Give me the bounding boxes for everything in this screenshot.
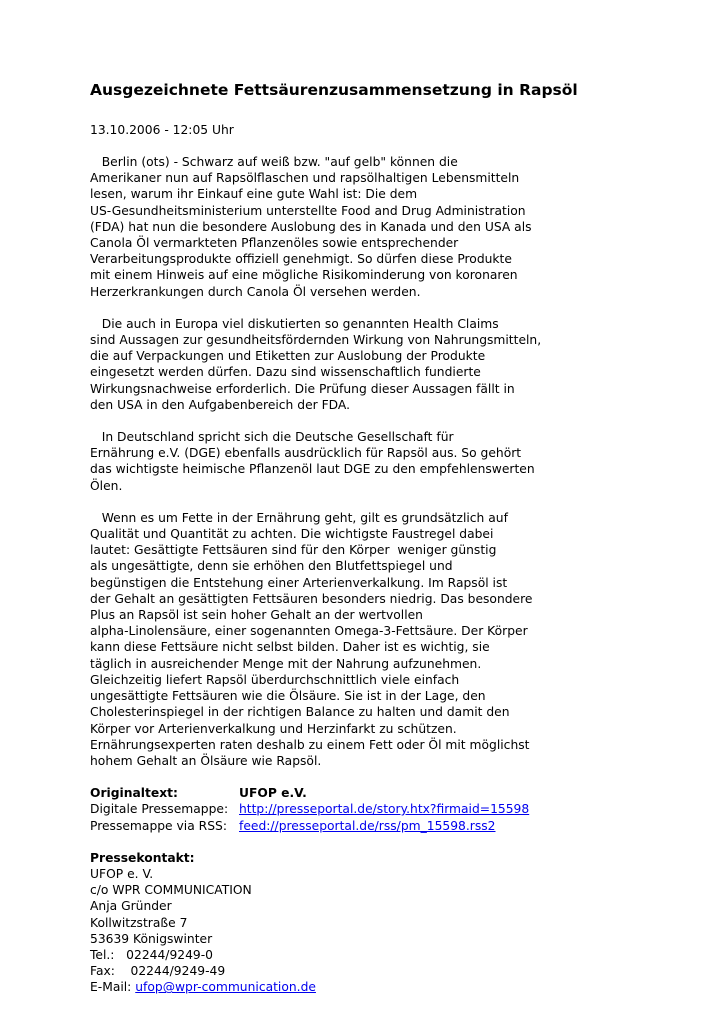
text-line: Amerikaner nun auf Rapsölflaschen und rapsölhaltigen Lebensmitteln (90, 171, 520, 186)
text-line: Canola Öl vermarkteten Pflanzenöles sowie entsprechender (90, 236, 459, 251)
original-text-value: UFOP e.V. (239, 786, 307, 801)
text-line: den USA in den Aufgabenbereich der FDA. (90, 397, 351, 412)
text-line: Herzerkrankungen durch Canola Öl versehen werden. (90, 284, 421, 299)
text-line: mit einem Hinweis auf eine mögliche Risikominderung von koronaren (90, 268, 518, 283)
publish-date: 13.10.2006 - 12:05 Uhr (90, 123, 234, 137)
source-info (90, 785, 650, 834)
digital-press-kit-link[interactable]: http://presseportal.de/story.htx?firmaid=15598 (239, 802, 530, 817)
contact-line: Kollwitzstraße 7 (90, 915, 188, 930)
contact-line: Anja Gründer (90, 899, 172, 914)
digital-press-kit-row (90, 801, 650, 817)
text-line: Qualität und Quantität zu achten. Die wichtigste Faustregel dabei (90, 527, 494, 542)
text-line: der Gehalt an gesättigten Fettsäuren besonders niedrig. Das besondere (90, 591, 533, 606)
press-contact-heading: Pressekontakt: (90, 850, 195, 865)
rss-press-kit-label: Pressemappe via RSS: (90, 818, 227, 833)
press-release (90, 80, 650, 996)
contact-line: Tel.: 02244/9249-0 (90, 947, 213, 962)
text-line: US-Gesundheitsministerium unterstellte Food and Drug Administration (90, 203, 526, 218)
contact-line: 53639 Königswinter (90, 931, 213, 946)
text-line: ungesättigte Fettsäuren wie die Ölsäure. Sie ist in der Lage, den (90, 689, 486, 704)
text-line: das wichtigste heimische Pflanzenöl laut DGE zu den empfehlenswerten (90, 462, 535, 477)
original-text-row (90, 785, 650, 801)
text-line: Cholesterinspiegel in der richtigen Balance zu halten und damit den (90, 705, 510, 720)
email-label: E-Mail: (90, 980, 136, 995)
text-line: Berlin (ots) - Schwarz auf weiß bzw. "auf gelb" können die (90, 155, 458, 169)
text-line: eingesetzt werden dürfen. Dazu sind wissenschaftlich fundierte (90, 365, 481, 380)
text-line: Ölen. (90, 478, 123, 493)
text-line: Wirkungsnachweise erforderlich. Die Prüfung dieser Aussagen fällt in (90, 381, 515, 396)
text-line: alpha-Linolensäure, einer sogenannten Omega-3-Fettsäure. Der Körper (90, 624, 528, 639)
digital-press-kit-label: Digitale Pressemappe: (90, 802, 229, 817)
text-line: In Deutschland spricht sich die Deutsche Gesellschaft für (90, 430, 454, 445)
text-line: Plus an Rapsöl ist sein hoher Gehalt an der wertvollen (90, 608, 423, 623)
text-line: (FDA) hat nun die besondere Auslobung des in Kanada und den USA als (90, 219, 532, 234)
paragraph-2 (90, 316, 650, 413)
text-line: lesen, warum ihr Einkauf eine gute Wahl ist: Die dem (90, 187, 418, 202)
text-line: Wenn es um Fette in der Ernährung geht, gilt es grundsätzlich auf (90, 510, 508, 525)
contact-line: UFOP e. V. (90, 866, 154, 881)
text-line: täglich in ausreichender Menge mit der Nahrung aufzunehmen. (90, 656, 482, 671)
paragraph-1 (90, 154, 650, 300)
text-line: Körper vor Arterienverkalkung und Herzinfarkt zu schützen. (90, 721, 457, 736)
text-line: als ungesättigte, denn sie erhöhen den Blutfettspiegel und (90, 559, 453, 574)
text-line: Ernährungsexperten raten deshalb zu einem Fett oder Öl mit möglichst (90, 737, 530, 752)
contact-line: Fax: 02244/9249-49 (90, 964, 226, 979)
text-line: die auf Verpackungen und Etiketten zur Auslobung der Produkte (90, 349, 486, 364)
email-row (90, 979, 650, 995)
text-line: Ernährung e.V. (DGE) ebenfalls ausdrücklich für Rapsöl aus. So gehört (90, 446, 522, 461)
article-title: Ausgezeichnete Fettsäurenzusammensetzung in Rapsöl (90, 81, 578, 99)
text-line: lautet: Gesättigte Fettsäuren sind für den Körper weniger günstig (90, 543, 497, 558)
text-line: sind Aussagen zur gesundheitsfördernden Wirkung von Nahrungsmitteln, (90, 333, 542, 348)
text-line: Verarbeitungsprodukte offiziell genehmigt. So dürfen diese Produkte (90, 252, 512, 267)
paragraph-4 (90, 510, 650, 769)
text-line: begünstigen die Entstehung einer Arterienverkalkung. Im Rapsöl ist (90, 575, 508, 590)
text-line: Gleichzeitig liefert Rapsöl überdurchschnittlich viele einfach (90, 672, 460, 687)
original-text-label: Originaltext: (90, 786, 178, 801)
rss-press-kit-row (90, 818, 650, 834)
text-line: kann diese Fettsäure nicht selbst bilden. Daher ist es wichtig, sie (90, 640, 490, 655)
paragraph-3 (90, 429, 650, 494)
text-line: hohem Gehalt an Ölsäure wie Rapsöl. (90, 753, 322, 768)
text-line: Die auch in Europa viel diskutierten so genannten Health Claims (90, 316, 499, 331)
email-link[interactable]: ufop@wpr-communication.de (135, 980, 316, 995)
contact-line: c/o WPR COMMUNICATION (90, 883, 252, 898)
press-contact (90, 850, 650, 996)
rss-press-kit-link[interactable]: feed://presseportal.de/rss/pm_15598.rss2 (239, 818, 496, 833)
